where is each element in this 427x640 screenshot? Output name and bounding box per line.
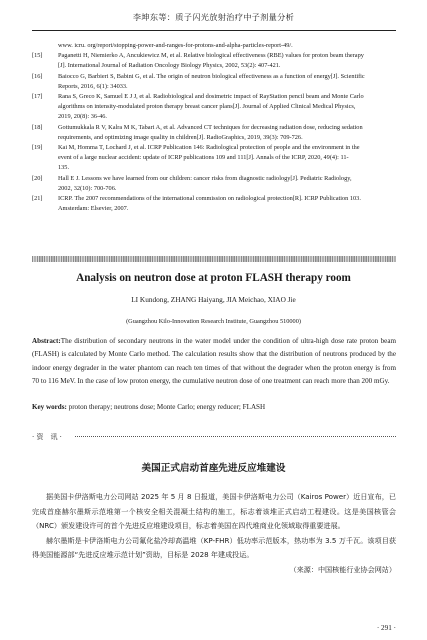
reference-item: [32, 184, 396, 194]
reference-list: [32, 41, 396, 214]
reference-number: [32, 112, 58, 122]
reference-continuation: www. icru. org/report/stopping-power-and-ranges-for-protons-and-alpha-particles-report-49/.: [58, 42, 293, 49]
reference-text: requirements, and optimizing image quality in children[J]. RadioGraphics, 2019, 39(3): 709-726.: [58, 133, 303, 141]
reference-number: [19]: [32, 144, 43, 152]
reference-text: 2002, 32(10): 700-706.: [58, 184, 117, 192]
reference-number: [21]: [32, 195, 43, 203]
reference-text: Rana S, Greco K, Samuel E J J, et al. Radiobiological and dosimetric impact of RayStation pencil beam and Monte Carlo: [58, 93, 364, 101]
reference-item: [32, 133, 396, 143]
news-section-label: · 资 讯 ·: [32, 433, 62, 441]
reference-item: [32, 82, 396, 92]
reference-number: [32, 204, 58, 214]
header-rule: [32, 30, 396, 31]
reference-number: [32, 153, 58, 163]
english-abstract: [32, 335, 396, 389]
reference-item: [32, 72, 396, 82]
reference-number: [32, 61, 58, 71]
reference-item: [32, 123, 396, 133]
reference-text: ICRP. The 2007 recommendations of the international commission on radiological protection[R]. ICRP Publication 103.: [58, 195, 361, 203]
reference-text: Amsterdam: Elsevier, 2007.: [58, 205, 129, 213]
keywords-label: Key words:: [32, 403, 67, 411]
reference-text: Kai M, Homma T, Lochard J, et al. ICRP Publication 146: Radiological protection of people and the environment in the: [58, 144, 360, 152]
reference-item: [32, 194, 396, 204]
page-number: · 291 ·: [376, 624, 396, 632]
running-header: 李坤东等：质子闪光放射治疗中子剂量分析: [132, 13, 295, 22]
reference-text: event of a large nuclear accident: update of ICRP publications 109 and 111[J]. Annals of the ICRP, 2020, 49(4): 11-: [58, 154, 349, 162]
news-paragraph: 赫尔墨斯是卡伊洛斯电力公司氟化盐冷却高温堆（KP-FHR）低功率示范版本，热功率为 3.5 万千瓦。该项目获得美国能源部“先进反应堆示范计划”资助，目标是 2028 年建成投运。: [32, 535, 396, 560]
reference-text: 135.: [58, 164, 70, 172]
reference-number: [18]: [32, 123, 43, 131]
reference-item: [32, 163, 396, 173]
reference-item: [32, 204, 396, 214]
reference-number: [32, 184, 58, 194]
reference-item: [32, 153, 396, 163]
reference-number: [32, 102, 58, 112]
reference-item: [32, 112, 396, 122]
reference-text: Gottumukkala R V, Kalra M K, Tabari A, et al. Advanced CT techniques for decreasing radiation dose, reducing sedation: [58, 123, 363, 131]
keywords-text: proton therapy; neutrons dose; Monte Carlo; energy reducer; FLASH: [66, 403, 266, 411]
reference-text: algorithms on intensity-modulated proton therapy breast cancer plans[J]. Journal of Applied Clinical Medical Physics,: [58, 103, 356, 111]
english-authors: LI Kundong, ZHANG Haiyang, JIA Meichao, XIAO Jie: [131, 295, 296, 304]
reference-text: Hall E J. Lessons we have learned from our children: cancer risks from diagnostic radiology[J]. Pediatric Radiology,: [58, 174, 352, 182]
section-divider-band: [32, 256, 396, 262]
reference-item: [32, 61, 396, 71]
reference-number: [16]: [32, 72, 43, 80]
reference-text: Reports, 2016, 6(1): 34033.: [58, 82, 128, 90]
reference-text: [J]. International Journal of Radiation Oncology Biology Physics, 2002, 53(2): 407-421.: [58, 62, 281, 70]
reference-number: [20]: [32, 174, 43, 182]
abstract-label: Abstract:: [32, 337, 61, 345]
english-keywords: [32, 403, 396, 411]
news-body: [32, 490, 396, 578]
reference-item: [32, 174, 396, 184]
reference-number: [32, 163, 58, 173]
reference-item: [32, 102, 396, 112]
news-paragraph: 据美国卡伊洛斯电力公司网站 2025 年 5 月 8 日报道，美国卡伊洛斯电力公司（Kairos Power）近日宣布，已完成首座赫尔墨斯示范堆第一个核安全相关混凝土结构的施工，标志着该堆正式启动工程建设。这是美国核管会（NRC）颁发建设许可的首个先进反应堆建设项目，标志着美国在四代堆商业化领域取得重要进展。: [32, 492, 396, 531]
reference-text: Baiocco G, Barbieri S, Babini G, et al. The origin of neutron biological effectiveness as a function of energy[J]. Scientific: [58, 72, 365, 80]
news-dotted-rule: [75, 436, 396, 437]
news-title: 美国正式启动首座先进反应堆建设: [141, 463, 286, 474]
reference-number: [17]: [32, 93, 43, 101]
reference-item: [32, 92, 396, 102]
reference-number: [15]: [32, 52, 43, 60]
news-source: （来源：中国核能行业协会网站）: [289, 564, 396, 574]
reference-text: Paganetti H, Niemierko A, Ancukiewicz M, et al. Relative biological effectiveness (RBE) values for proton beam therapy: [58, 52, 364, 60]
reference-number: [32, 133, 58, 143]
english-affiliation: (Guangzhou Kilo-Innovation Research Institute, Guangzhou 510000): [126, 318, 301, 325]
reference-item: [32, 51, 396, 61]
reference-text: 2019, 20(8): 36-46.: [58, 113, 107, 121]
reference-number: [32, 82, 58, 92]
abstract-text: The distribution of secondary neutrons in the water model under the condition of ultra-high dose rate proton beam (FLASH) is calculated by Monte Carlo method. The calculation results show that the distribution of neutrons produced by the indoor energy degrader in the water phantom can reach ten times of that without the degrader when the proton energy is from 70 to 116 MeV. In the case of low proton energy, the cumulative neutron dose of one treatment can reach more than 200 mGy.: [32, 337, 396, 386]
english-title: Analysis on neutron dose at proton FLASH therapy room: [76, 272, 351, 284]
reference-item: [32, 143, 396, 153]
